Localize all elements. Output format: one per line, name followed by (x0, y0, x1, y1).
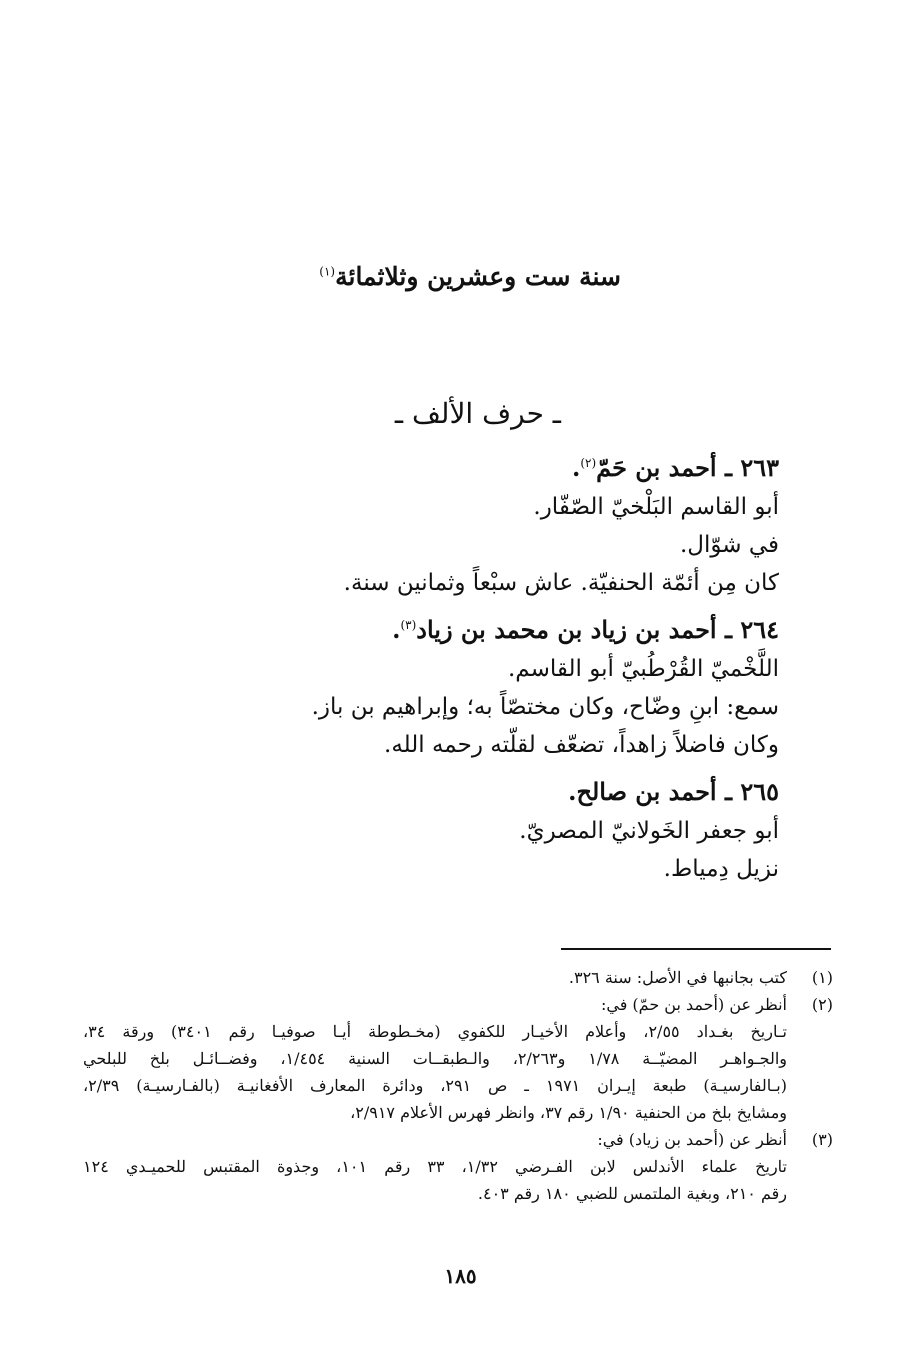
footnote-line: تـاريخ بغـداد ٢/٥٥، وأعلام الأخيـار للكفوي (مخـطوطة أيـا صوفيـا رقم ٣٤٠١) ورقة ٣٤، (83, 1022, 787, 1041)
entry-line: في شوّال. (679, 532, 779, 558)
entry-line: أبو جعفر الخَولانيّ المصريّ. (519, 818, 779, 844)
entry-title: ٢٦٤ ـ أحمد بن زياد بن محمد بن زياد$^{(٣)}$. (392, 615, 779, 644)
footnote-line: تاريخ علماء الأندلس لابن الفـرضي ١/٣٢، ٣٣ رقم ١٠١، وجذوة المقتبس للحميـدي ١٢٤ (83, 1157, 788, 1176)
entry-line: أبو القاسم البَلْخيّ الصّفّار. (533, 494, 779, 520)
entry-line: اللَّخْميّ القُرْطُبيّ أبو القاسم. (507, 656, 779, 682)
entry-title: ٢٦٣ ـ أحمد بن حَمّ$^{(٢)}$. (571, 453, 779, 482)
entry-line: وكان فاضلاً زاهداً، تضعّف لقلّته رحمه الله. (384, 732, 779, 758)
page-number: ١٨٥ (444, 1264, 477, 1288)
entry-265 (79, 772, 779, 888)
footnote-line: (بـالفارسيـة) طبعة إيـران ١٩٧١ ـ ص ٢٩١، ودائرة المعارف الأفغانيـة (بالفـارسيـة) ٢/٣٩، (83, 1076, 787, 1095)
year-heading (319, 262, 621, 291)
entry-264 (79, 610, 779, 764)
entry-line: سمع: ابنِ وضّاح، وكان مختصّاً به؛ وإبراهيم بن باز. (311, 694, 779, 720)
footnote-3 (83, 1126, 833, 1153)
year-heading-text: سنة ست وعشرين وثلاثمائة (335, 262, 621, 291)
entry-line: نزيل دِمياط. (663, 856, 779, 882)
footnote-3-sources (83, 1153, 787, 1207)
footnote-number: (٣) (811, 1130, 833, 1149)
footnote-line: رقم ٢١٠، وبغية الملتمس للضبي ١٨٠ رقم ٤٠٣. (477, 1184, 787, 1203)
footnote-2 (83, 991, 833, 1018)
footnote-marker: (١) (319, 264, 336, 279)
footnote-1 (83, 964, 833, 991)
footnote-text: أنظر عن (أحمد بن حمّ) في: (600, 995, 787, 1014)
footnotes (83, 964, 833, 1207)
footnote-line: والجـواهـر المضيّــة ١/٧٨ و٢/٢٦٣، والـطبقــات السنية ١/٤٥٤، وفضــائـل بلخ للبلحي (83, 1049, 788, 1068)
footnote-line: ومشايخ بلخ من الحنفية ١/٩٠ رقم ٣٧، وانظر فهرس الأعلام ٢/٩١٧، (350, 1103, 787, 1122)
entry-263 (79, 448, 779, 602)
footnote-number: (١) (811, 968, 833, 987)
footnote-number: (٢) (811, 995, 833, 1014)
entry-line: كان مِن أئمّة الحنفيّة. عاش سبْعاً وثمانين سنة. (343, 570, 779, 596)
footnote-2-sources (83, 1018, 787, 1126)
footnote-marker: (٢) (580, 456, 597, 470)
letter-heading: ـ حرف الألف ـ (394, 397, 561, 430)
footnote-text: أنظر عن (أحمد بن زياد) في: (597, 1130, 787, 1149)
footnote-marker: (٣) (400, 618, 417, 632)
footnote-text: كتب بجانبها في الأصل: سنة ٣٢٦. (568, 968, 787, 987)
entry-title: ٢٦٥ ـ أحمد بن صالح. (568, 777, 779, 806)
entries-list (79, 448, 779, 896)
footnote-divider (561, 948, 831, 950)
